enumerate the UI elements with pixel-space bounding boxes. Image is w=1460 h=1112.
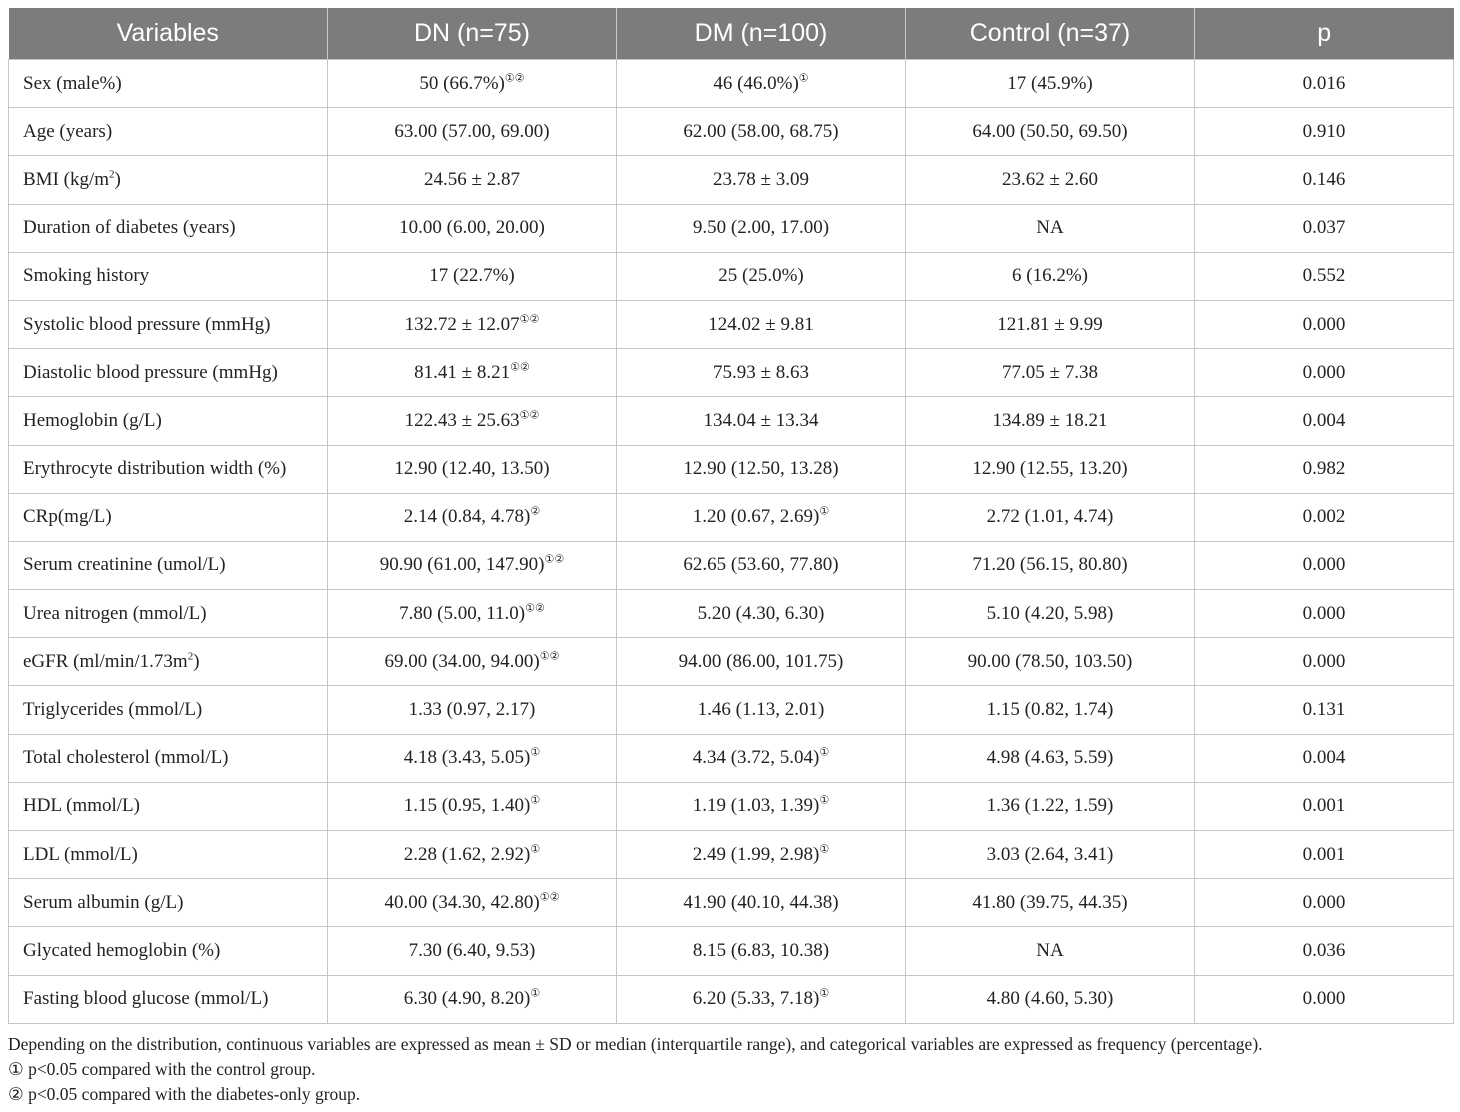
table-row — [9, 108, 1454, 156]
variable-label-suffix: ) — [114, 168, 121, 190]
cell-dm-value: 134.04 ± 13.34 — [703, 409, 819, 431]
variable-label: Age (years) — [23, 120, 113, 142]
cell-variable — [9, 831, 328, 879]
cell-dn-value: 69.00 (34.00, 94.00) — [384, 650, 540, 672]
significance-mark: ① — [530, 987, 541, 1000]
cell-variable — [9, 445, 328, 493]
cell-dm — [617, 879, 906, 927]
cell-control-value: 4.98 (4.63, 5.59) — [986, 747, 1114, 769]
table-body — [9, 60, 1454, 1024]
cell-dm-value: 94.00 (86.00, 101.75) — [678, 650, 844, 672]
cell-dn — [328, 252, 617, 300]
significance-mark: ①② — [510, 361, 530, 374]
table-row — [9, 156, 1454, 204]
cell-dn — [328, 60, 617, 108]
table-row — [9, 831, 1454, 879]
cell-control-value: 77.05 ± 7.38 — [1002, 361, 1098, 383]
cell-variable — [9, 108, 328, 156]
significance-mark: ①② — [519, 409, 540, 422]
cell-dn — [328, 204, 617, 252]
table-row — [9, 397, 1454, 445]
significance-mark: ① — [530, 843, 541, 856]
cell-p-value: 0.037 — [1195, 204, 1454, 252]
cell-control-value: 1.15 (0.82, 1.74) — [986, 699, 1114, 721]
variable-label: Hemoglobin (g/L) — [23, 409, 162, 431]
significance-mark: ①② — [519, 313, 540, 326]
footnote-control: ① p<0.05 compared with the control group. — [8, 1058, 316, 1079]
variable-label: Systolic blood pressure (mmHg) — [23, 313, 271, 335]
cell-variable — [9, 638, 328, 686]
cell-variable — [9, 879, 328, 927]
cell-dm-value: 12.90 (12.50, 13.28) — [683, 458, 839, 480]
variable-label: Erythrocyte distribution width (%) — [23, 458, 287, 480]
significance-mark: ①② — [504, 72, 525, 85]
variable-label-suffix: ) — [193, 650, 200, 672]
cell-dm-value: 46 (46.0%) — [713, 72, 799, 94]
cell-control-value: 23.62 ± 2.60 — [1002, 168, 1098, 190]
cell-dn — [328, 349, 617, 397]
cell-dn — [328, 108, 617, 156]
table-row — [9, 204, 1454, 252]
variable-label: HDL (mmol/L) — [23, 795, 140, 817]
cell-dn-value: 122.43 ± 25.63 — [404, 409, 520, 431]
significance-mark: ① — [819, 987, 830, 1000]
cell-control — [906, 590, 1195, 638]
footnote-diabetes: ② p<0.05 compared with the diabetes-only group. — [8, 1083, 361, 1104]
cell-dn-value: 10.00 (6.00, 20.00) — [399, 217, 545, 239]
cell-variable — [9, 300, 328, 348]
cell-variable — [9, 60, 328, 108]
table-row — [9, 590, 1454, 638]
significance-mark: ① — [798, 72, 809, 85]
baseline-characteristics-table — [8, 8, 1454, 1024]
cell-dm — [617, 349, 906, 397]
cell-variable — [9, 397, 328, 445]
significance-mark: ① — [530, 795, 541, 808]
cell-dn-value: 17 (22.7%) — [429, 265, 515, 287]
variable-label: Glycated hemoglobin (%) — [23, 939, 221, 961]
table-row — [9, 252, 1454, 300]
cell-dn-value: 40.00 (34.30, 42.80) — [384, 891, 540, 913]
cell-variable — [9, 493, 328, 541]
cell-dm-value: 23.78 ± 3.09 — [713, 168, 809, 190]
cell-control-value: 134.89 ± 18.21 — [992, 409, 1108, 431]
table-container — [8, 8, 1453, 1107]
cell-dm — [617, 590, 906, 638]
cell-control — [906, 734, 1195, 782]
cell-control-value: NA — [1036, 939, 1064, 961]
cell-dn — [328, 686, 617, 734]
cell-variable — [9, 349, 328, 397]
cell-variable — [9, 782, 328, 830]
significance-mark: ①② — [539, 891, 560, 904]
cell-dn-value: 24.56 ± 2.87 — [424, 168, 520, 190]
footnote-distribution: Depending on the distribution, continuous variables are expressed as mean ± SD or median (interquartile range), and categorical variables are expressed as frequency (percentage). — [8, 1033, 1263, 1054]
cell-dm — [617, 156, 906, 204]
cell-dm — [617, 782, 906, 830]
cell-p-value: 0.001 — [1195, 782, 1454, 830]
cell-dm — [617, 541, 906, 589]
variable-label: Urea nitrogen (mmol/L) — [23, 602, 207, 624]
cell-dm-value: 1.46 (1.13, 2.01) — [697, 699, 825, 721]
significance-mark: ① — [530, 746, 541, 759]
cell-variable — [9, 975, 328, 1023]
cell-dm-value: 1.20 (0.67, 2.69) — [692, 506, 820, 528]
cell-p-value: 0.000 — [1195, 541, 1454, 589]
variable-superscript: 2 — [187, 650, 194, 663]
cell-p-value: 0.016 — [1195, 60, 1454, 108]
cell-dn — [328, 397, 617, 445]
cell-dn — [328, 300, 617, 348]
table-row — [9, 445, 1454, 493]
cell-p-value: 0.001 — [1195, 831, 1454, 879]
cell-p-value: 0.000 — [1195, 300, 1454, 348]
cell-p-value: 0.552 — [1195, 252, 1454, 300]
cell-dn — [328, 734, 617, 782]
cell-control-value: NA — [1036, 217, 1064, 239]
variable-superscript: 2 — [109, 168, 115, 181]
variable-label: LDL (mmol/L) — [23, 843, 138, 865]
cell-control — [906, 686, 1195, 734]
cell-dm-value: 41.90 (40.10, 44.38) — [683, 891, 839, 913]
table-row — [9, 927, 1454, 975]
header-row — [9, 8, 1454, 60]
cell-p-value: 0.146 — [1195, 156, 1454, 204]
significance-mark: ② — [530, 505, 541, 518]
cell-dm — [617, 831, 906, 879]
cell-dn-value: 1.15 (0.95, 1.40) — [403, 795, 531, 817]
cell-dm-value: 2.49 (1.99, 2.98) — [692, 843, 820, 865]
cell-dm — [617, 975, 906, 1023]
cell-dn-value: 63.00 (57.00, 69.00) — [394, 120, 550, 142]
cell-control — [906, 349, 1195, 397]
cell-dn-value: 90.90 (61.00, 147.90) — [379, 554, 545, 576]
header-p: p — [1195, 8, 1454, 60]
cell-dm — [617, 60, 906, 108]
table-row — [9, 975, 1454, 1023]
cell-dm — [617, 686, 906, 734]
significance-mark: ①② — [544, 554, 565, 567]
significance-mark: ①② — [525, 602, 545, 615]
cell-control-value: 1.36 (1.22, 1.59) — [986, 795, 1114, 817]
cell-control — [906, 300, 1195, 348]
cell-control-value: 2.72 (1.01, 4.74) — [986, 506, 1114, 528]
cell-dm-value: 62.00 (58.00, 68.75) — [683, 120, 839, 142]
cell-control-value: 12.90 (12.55, 13.20) — [972, 458, 1128, 480]
cell-dm — [617, 300, 906, 348]
cell-dm-value: 1.19 (1.03, 1.39) — [692, 795, 820, 817]
cell-control — [906, 541, 1195, 589]
cell-control-value: 17 (45.9%) — [1007, 72, 1093, 94]
variable-label: Diastolic blood pressure (mmHg) — [23, 361, 278, 383]
cell-dn — [328, 831, 617, 879]
variable-label: Sex (male%) — [23, 72, 122, 94]
cell-dn-value: 6.30 (4.90, 8.20) — [403, 988, 531, 1010]
cell-control — [906, 927, 1195, 975]
significance-mark: ① — [819, 795, 830, 808]
cell-dn-value: 2.28 (1.62, 2.92) — [403, 843, 531, 865]
cell-control — [906, 156, 1195, 204]
cell-dn — [328, 927, 617, 975]
table-row — [9, 541, 1454, 589]
cell-variable — [9, 156, 328, 204]
table-row — [9, 686, 1454, 734]
cell-dn — [328, 975, 617, 1023]
cell-dm-value: 75.93 ± 8.63 — [713, 361, 809, 383]
cell-control — [906, 60, 1195, 108]
header-dm: DM (n=100) — [617, 8, 906, 60]
cell-dn-value: 7.80 (5.00, 11.0) — [399, 602, 526, 624]
cell-dm-value: 6.20 (5.33, 7.18) — [692, 988, 820, 1010]
cell-control-value: 64.00 (50.50, 69.50) — [972, 120, 1128, 142]
header-variables: Variables — [9, 8, 328, 60]
cell-p-value: 0.000 — [1195, 638, 1454, 686]
table-header — [9, 8, 1454, 60]
variable-label: Smoking history — [23, 265, 150, 287]
cell-dm — [617, 493, 906, 541]
variable-label: CRp(mg/L) — [23, 506, 112, 528]
variable-label: Serum albumin (g/L) — [23, 891, 184, 913]
header-control: Control (n=37) — [906, 8, 1195, 60]
cell-dn — [328, 156, 617, 204]
table-row — [9, 300, 1454, 348]
cell-control-value: 71.20 (56.15, 80.80) — [972, 554, 1128, 576]
cell-p-value: 0.004 — [1195, 734, 1454, 782]
cell-dm — [617, 734, 906, 782]
cell-p-value: 0.036 — [1195, 927, 1454, 975]
variable-label: Triglycerides (mmol/L) — [23, 699, 203, 721]
cell-variable — [9, 734, 328, 782]
cell-dn-value: 2.14 (0.84, 4.78) — [403, 506, 531, 528]
cell-dn — [328, 445, 617, 493]
cell-dm — [617, 204, 906, 252]
cell-dm-value: 124.02 ± 9.81 — [708, 313, 814, 335]
significance-mark: ① — [819, 505, 830, 518]
cell-control — [906, 397, 1195, 445]
variable-label: BMI (kg/m — [23, 168, 110, 190]
cell-control — [906, 782, 1195, 830]
cell-control — [906, 831, 1195, 879]
cell-dn-value: 81.41 ± 8.21 — [414, 361, 511, 383]
cell-p-value: 0.000 — [1195, 349, 1454, 397]
variable-label: Duration of diabetes (years) — [23, 217, 236, 239]
cell-p-value: 0.004 — [1195, 397, 1454, 445]
cell-variable — [9, 541, 328, 589]
table-row — [9, 734, 1454, 782]
cell-control — [906, 493, 1195, 541]
cell-dm — [617, 927, 906, 975]
cell-control-value: 90.00 (78.50, 103.50) — [967, 650, 1133, 672]
header-dn: DN (n=75) — [328, 8, 617, 60]
cell-variable — [9, 204, 328, 252]
cell-dm-value: 8.15 (6.83, 10.38) — [692, 939, 830, 961]
table-row — [9, 60, 1454, 108]
cell-control — [906, 204, 1195, 252]
cell-dm — [617, 397, 906, 445]
cell-dm — [617, 638, 906, 686]
cell-control-value: 5.10 (4.20, 5.98) — [986, 602, 1114, 624]
cell-control — [906, 975, 1195, 1023]
cell-p-value: 0.000 — [1195, 975, 1454, 1023]
significance-mark: ① — [819, 746, 830, 759]
cell-p-value: 0.131 — [1195, 686, 1454, 734]
cell-dm — [617, 108, 906, 156]
variable-label: Fasting blood glucose (mmol/L) — [23, 988, 269, 1010]
table-row — [9, 638, 1454, 686]
cell-dn-value: 7.30 (6.40, 9.53) — [408, 939, 536, 961]
cell-dm-value: 5.20 (4.30, 6.30) — [697, 602, 825, 624]
cell-dm — [617, 252, 906, 300]
cell-control-value: 4.80 (4.60, 5.30) — [986, 988, 1114, 1010]
cell-dm-value: 25 (25.0%) — [718, 265, 804, 287]
cell-control — [906, 879, 1195, 927]
cell-dm-value: 4.34 (3.72, 5.04) — [692, 747, 820, 769]
cell-control — [906, 445, 1195, 493]
cell-dn — [328, 541, 617, 589]
cell-dn — [328, 590, 617, 638]
cell-control-value: 6 (16.2%) — [1012, 265, 1088, 287]
significance-mark: ① — [819, 843, 830, 856]
cell-dm-value: 62.65 (53.60, 77.80) — [683, 554, 839, 576]
cell-p-value: 0.910 — [1195, 108, 1454, 156]
cell-variable — [9, 252, 328, 300]
variable-label: eGFR (ml/min/1.73m — [23, 650, 188, 672]
cell-control-value: 121.81 ± 9.99 — [997, 313, 1103, 335]
cell-variable — [9, 590, 328, 638]
table-row — [9, 879, 1454, 927]
cell-dn-value: 12.90 (12.40, 13.50) — [394, 458, 550, 480]
cell-p-value: 0.000 — [1195, 590, 1454, 638]
cell-control-value: 3.03 (2.64, 3.41) — [986, 843, 1114, 865]
cell-dn-value: 1.33 (0.97, 2.17) — [408, 699, 536, 721]
cell-dn-value: 132.72 ± 12.07 — [404, 313, 520, 335]
cell-dn-value: 4.18 (3.43, 5.05) — [403, 747, 531, 769]
cell-dn — [328, 879, 617, 927]
cell-p-value: 0.000 — [1195, 879, 1454, 927]
cell-control — [906, 252, 1195, 300]
cell-variable — [9, 927, 328, 975]
cell-dm-value: 9.50 (2.00, 17.00) — [692, 217, 830, 239]
variable-label: Total cholesterol (mmol/L) — [23, 747, 229, 769]
cell-dn — [328, 782, 617, 830]
cell-dn-value: 50 (66.7%) — [419, 72, 505, 94]
cell-dm — [617, 445, 906, 493]
cell-p-value: 0.982 — [1195, 445, 1454, 493]
table-row — [9, 349, 1454, 397]
cell-variable — [9, 686, 328, 734]
cell-control — [906, 638, 1195, 686]
cell-dn — [328, 493, 617, 541]
cell-p-value: 0.002 — [1195, 493, 1454, 541]
variable-label: Serum creatinine (umol/L) — [23, 554, 226, 576]
cell-dn — [328, 638, 617, 686]
table-row — [9, 493, 1454, 541]
table-row — [9, 782, 1454, 830]
table-footnotes — [8, 1032, 1453, 1107]
cell-control-value: 41.80 (39.75, 44.35) — [972, 891, 1128, 913]
significance-mark: ①② — [539, 650, 560, 663]
cell-control — [906, 108, 1195, 156]
